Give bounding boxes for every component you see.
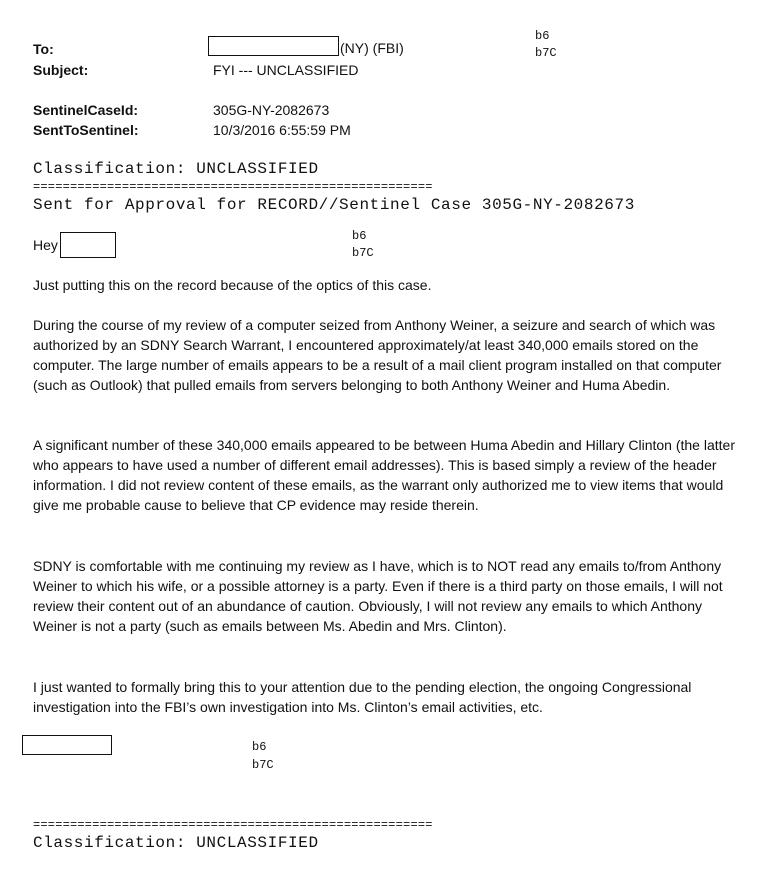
greeting-exemption-b7c: b7C xyxy=(352,246,374,260)
exemption-code-b6: b6 xyxy=(535,29,550,43)
subject-label: Subject: xyxy=(33,62,89,78)
subject-value: FYI --- UNCLASSIFIED xyxy=(213,62,359,78)
to-label: To: xyxy=(33,41,54,57)
case-id-value: 305G-NY-2082673 xyxy=(213,102,330,118)
case-id-label: SentinelCaseId: xyxy=(33,102,139,118)
body-paragraph-5: I just wanted to formally bring this to your attention due to the pending election, the ongoing Congressional investigation into the FBI’s own investigation into Ms. Clinton’s email activities, etc. xyxy=(33,679,692,715)
signature-exemption-b7c: b7C xyxy=(252,758,274,772)
exemption-code-b7c: b7C xyxy=(535,46,557,60)
greeting-exemption-b6: b6 xyxy=(352,229,367,243)
sent-to-sentinel-label: SentToSentinel: xyxy=(33,122,139,138)
sent-to-sentinel-value: 10/3/2016 6:55:59 PM xyxy=(213,122,351,138)
body-paragraph-2: During the course of my review of a computer seized from Anthony Weiner, a seizure and search of which was authorized by an SDNY Search Warrant, I encountered approximately/at least 340,000 emails stored on the computer. The large number of emails appears to be a result of a mail client program installed on that computer (such as Outlook) that pulled emails from servers belonging to both Anthony Weiner and Huma Abedin. xyxy=(33,317,722,393)
divider-top: ====================================================== xyxy=(33,180,433,194)
to-value: (NY) (FBI) xyxy=(340,40,404,56)
body-paragraph-4: SDNY is comfortable with me continuing my review as I have, which is to NOT read any emails to/from Anthony Weiner to which his wife, or a possible attorney is a party. Even if there is a third party on those emails, I will not review their content out of an abundance of caution. Obviously, I will not review any emails to which Anthony Weiner is not a party (such as emails between Ms. Abedin and Mrs. Clinton). xyxy=(33,558,723,634)
classification-bottom: Classification: UNCLASSIFIED xyxy=(33,834,319,852)
classification-top: Classification: UNCLASSIFIED xyxy=(33,160,319,178)
redaction-box-recipient xyxy=(208,36,339,56)
redaction-box-signature xyxy=(22,735,112,755)
redaction-box-greeting xyxy=(60,232,116,258)
signature-exemption-b6: b6 xyxy=(252,740,267,754)
approval-line: Sent for Approval for RECORD//Sentinel Case 305G-NY-2082673 xyxy=(33,196,635,214)
greeting-text: Hey xyxy=(33,237,58,253)
body-paragraph-1: Just putting this on the record because of the optics of this case. xyxy=(33,277,432,293)
body-paragraph-3: A significant number of these 340,000 emails appeared to be between Huma Abedin and Hillary Clinton (the latter who appears to have used a number of different email addresses). This is based simply a review of the header information. I did not review content of these emails, as the warrant only authorized me to view items that would give me probable cause to believe that CP evidence may reside therein. xyxy=(33,437,735,513)
divider-bottom: ====================================================== xyxy=(33,818,433,832)
